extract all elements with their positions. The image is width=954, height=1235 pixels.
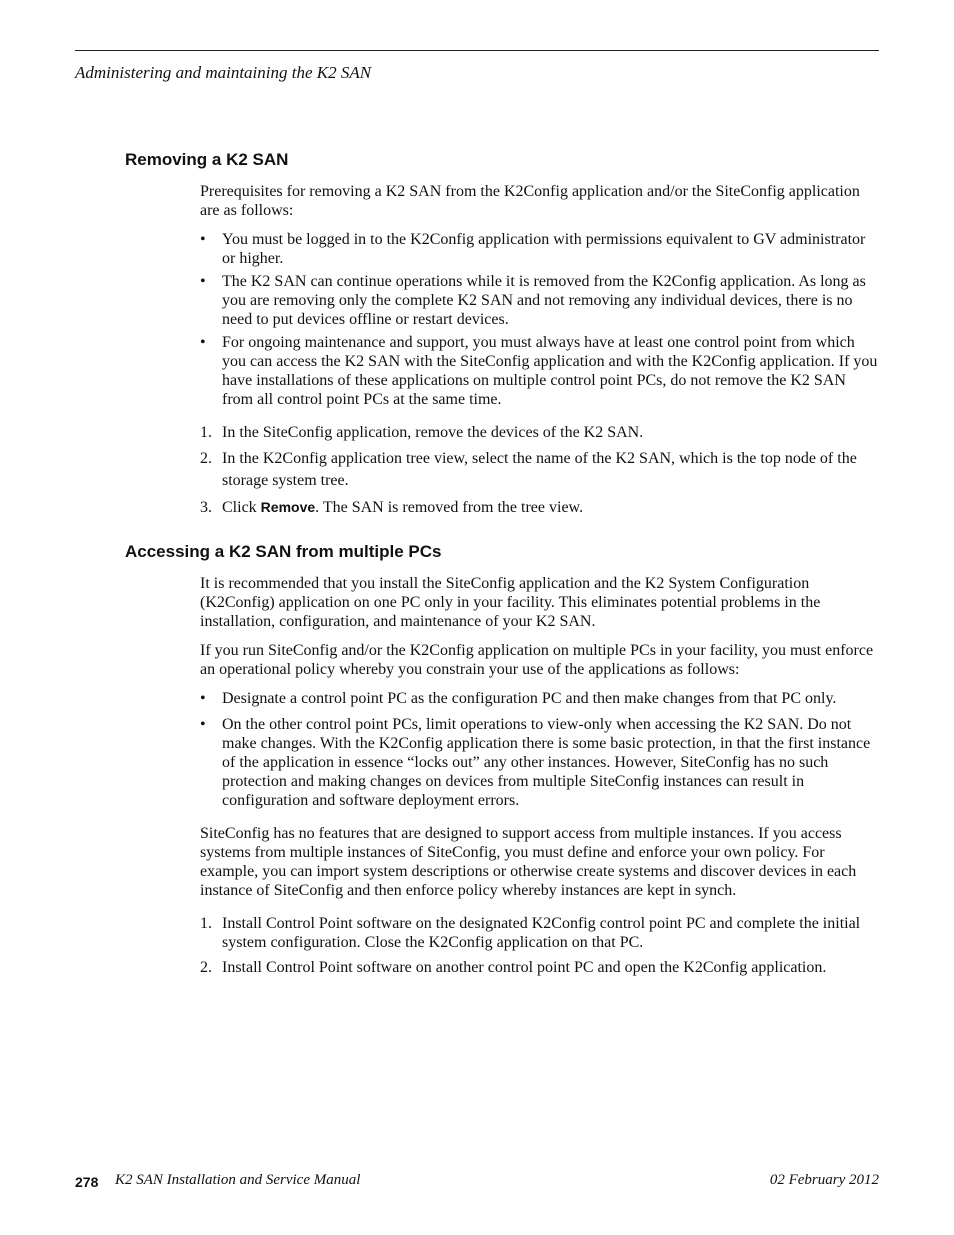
intro-paragraph: Prerequisites for removing a K2 SAN from the K2Config application and/or the SiteConfig application are as follows: bbox=[200, 183, 860, 219]
policy-list bbox=[200, 689, 880, 810]
section-body-accessing bbox=[200, 574, 880, 983]
list-item bbox=[200, 333, 880, 409]
list-item bbox=[200, 230, 880, 268]
list-item-text: You must be logged in to the K2Config application with permissions equivalent to GV administrator or higher. bbox=[222, 231, 866, 267]
prerequisite-list bbox=[200, 230, 880, 409]
list-item-text: For ongoing maintenance and support, you must always have at least one control point from which you can access the K2 SAN with the SiteConfig application and with the K2Config application. If you have installations of these applications on multiple control point PCs, do not remove the K2 SAN from all control point PCs at the same time. bbox=[222, 334, 878, 408]
step-item bbox=[200, 448, 880, 492]
paragraph: It is recommended that you install the SiteConfig application and the K2 System Configuration (K2Config) application on one PC only in your facility. This eliminates potential problems in the installation, configuration, and maintenance of your K2 SAN. bbox=[200, 575, 821, 630]
procedure-steps bbox=[200, 914, 880, 977]
list-item-text: On the other control point PCs, limit operations to view-only when accessing the K2 SAN. Do not make changes. With the K2Config application there is some basic protection, in that the first instance of the application in essence “locks out” any other instances. However, SiteConfig has no such protection and making changes on devices from multiple SiteConfig instances can result in configuration and software deployment errors. bbox=[222, 716, 871, 809]
list-item-text: The K2 SAN can continue operations while it is removed from the K2Config application. As long as you are removing only the complete K2 SAN and not removing any individual devices, there is no need to put devices offline or restart devices. bbox=[222, 273, 866, 328]
list-item bbox=[200, 272, 880, 329]
ui-term-remove: Remove bbox=[260, 499, 316, 515]
section-heading-accessing: Accessing a K2 SAN from multiple PCs bbox=[125, 542, 442, 561]
section-body-removing bbox=[200, 182, 880, 523]
step-item bbox=[200, 498, 880, 517]
bullet-marker: • bbox=[200, 716, 206, 733]
list-item bbox=[200, 715, 880, 810]
step-number: 1. bbox=[200, 424, 212, 441]
step-text: . The SAN is removed from the tree view. bbox=[315, 499, 584, 516]
list-item-text: Designate a control point PC as the configuration PC and then make changes from that PC only. bbox=[222, 690, 837, 707]
step-number: 2. bbox=[200, 450, 212, 467]
bullet-marker: • bbox=[200, 273, 206, 290]
step-text: In the K2Config application tree view, select the name of the K2 SAN, which is the top node of the storage system tree. bbox=[222, 450, 857, 489]
paragraph: If you run SiteConfig and/or the K2Config application on multiple PCs in your facility, you must enforce an operational policy whereby you constrain your use of the applications as follows: bbox=[200, 642, 874, 678]
step-number: 3. bbox=[200, 499, 212, 516]
step-item bbox=[200, 958, 880, 977]
bullet-marker: • bbox=[200, 231, 206, 248]
step-text: In the SiteConfig application, remove the devices of the K2 SAN. bbox=[222, 424, 644, 441]
publication-date: 02 February 2012 bbox=[769, 1172, 879, 1188]
step-number: 1. bbox=[200, 915, 212, 932]
bullet-marker: • bbox=[200, 690, 206, 707]
section-heading-removing: Removing a K2 SAN bbox=[125, 150, 289, 169]
step-number: 2. bbox=[200, 959, 212, 976]
manual-title: K2 SAN Installation and Service Manual bbox=[115, 1172, 361, 1188]
step-text: Install Control Point software on another control point PC and open the K2Config application. bbox=[222, 959, 827, 976]
header-rule bbox=[75, 50, 879, 51]
step-item bbox=[200, 423, 880, 442]
paragraph: SiteConfig has no features that are designed to support access from multiple instances. If you access systems from multiple instances of SiteConfig, you must define and enforce your own policy. For example, you can import system descriptions or otherwise create systems and discover devices in each instance of SiteConfig and then enforce policy whereby instances are kept in synch. bbox=[200, 825, 857, 899]
procedure-steps bbox=[200, 423, 880, 517]
step-item bbox=[200, 914, 880, 952]
list-item bbox=[200, 689, 880, 708]
page-number: 278 bbox=[75, 1174, 99, 1190]
running-head: Administering and maintaining the K2 SAN bbox=[75, 63, 372, 82]
step-text: Click bbox=[222, 499, 261, 516]
step-text: Install Control Point software on the designated K2Config control point PC and complete the initial system configuration. Close the K2Config application on that PC. bbox=[222, 915, 861, 951]
bullet-marker: • bbox=[200, 334, 206, 351]
